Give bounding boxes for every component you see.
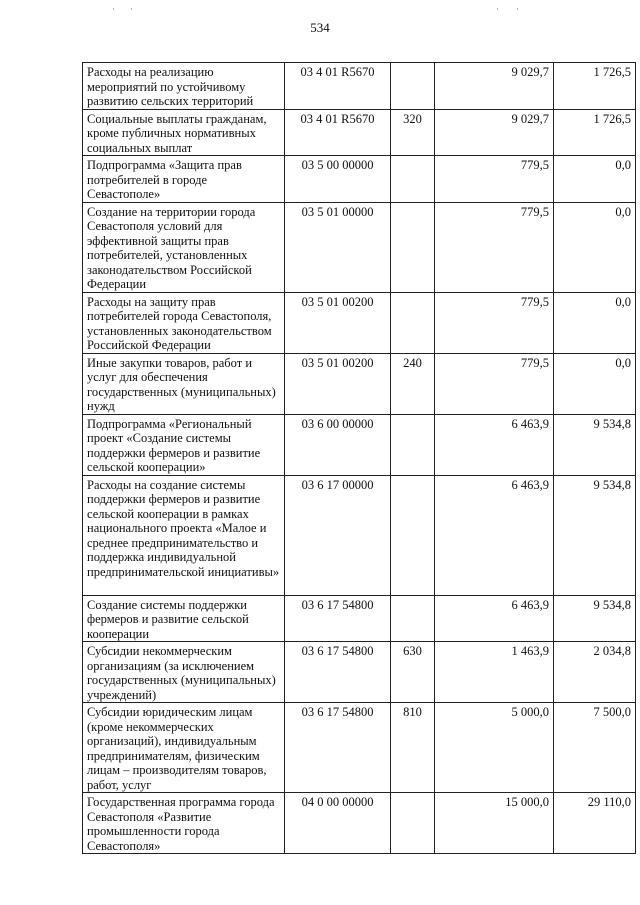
row-value-1: 6 463,9: [435, 414, 554, 475]
row-value-2: 9 534,8: [554, 595, 636, 642]
row-value-2: 0,0: [554, 202, 636, 292]
row-name: Подпрограмма «Защита прав потребителей в городе Севастополе»: [83, 156, 285, 203]
row-code: 03 6 17 54800: [285, 703, 391, 793]
row-code: 03 4 01 R5670: [285, 109, 391, 156]
scan-mark: ·: [496, 4, 499, 14]
scan-mark: ·: [516, 4, 519, 14]
row-name: Субсидии некоммерческим организациям (за исключением государственных (муниципальных) учреждений): [83, 642, 285, 703]
row-name: Создание на территории города Севастополя условий для эффективной защиты прав потребителей, установленных законодательством Российской Федерации: [83, 202, 285, 292]
row-code: 03 6 17 54800: [285, 642, 391, 703]
table-row: [83, 475, 636, 595]
row-value-1: 6 463,9: [435, 595, 554, 642]
table-row: [83, 156, 636, 203]
row-value-1: 6 463,9: [435, 475, 554, 595]
row-code: 03 5 01 00200: [285, 353, 391, 414]
row-name: Создание системы поддержки фермеров и развитие сельской кооперации: [83, 595, 285, 642]
row-code: 03 6 17 00000: [285, 475, 391, 595]
table-row: [83, 202, 636, 292]
table-row: [83, 595, 636, 642]
table-row: [83, 703, 636, 793]
row-type: 630: [391, 642, 435, 703]
row-name: Расходы на создание системы поддержки фермеров и развитие сельской кооперации в рамках национального проекта «Малое и среднее предпринимательство и поддержка индивидуальной предпринимательской инициативы»: [83, 475, 285, 595]
row-value-1: 9 029,7: [435, 63, 554, 110]
table-row: [83, 414, 636, 475]
row-value-2: 9 534,8: [554, 414, 636, 475]
row-code: 03 5 01 00000: [285, 202, 391, 292]
row-type: [391, 595, 435, 642]
row-code: 03 4 01 R5670: [285, 63, 391, 110]
row-name: Расходы на защиту прав потребителей города Севастополя, установленных законодательством Российской Федерации: [83, 292, 285, 353]
row-code: 03 5 01 00200: [285, 292, 391, 353]
table-row: [83, 642, 636, 703]
scan-mark: ·: [112, 4, 115, 14]
row-type: 240: [391, 353, 435, 414]
row-value-1: 779,5: [435, 156, 554, 203]
row-type: 810: [391, 703, 435, 793]
scan-mark: ·: [130, 4, 133, 14]
row-code: 03 6 00 00000: [285, 414, 391, 475]
row-name: Расходы на реализацию мероприятий по устойчивому развитию сельских территорий: [83, 63, 285, 110]
row-name: Подпрограмма «Региональный проект «Создание системы поддержки фермеров и развитие сельской кооперации»: [83, 414, 285, 475]
row-value-1: 779,5: [435, 353, 554, 414]
row-value-1: 1 463,9: [435, 642, 554, 703]
table-row: [83, 793, 636, 854]
row-value-1: 5 000,0: [435, 703, 554, 793]
row-value-2: 0,0: [554, 292, 636, 353]
row-value-2: 1 726,5: [554, 63, 636, 110]
row-code: 03 5 00 00000: [285, 156, 391, 203]
row-value-2: 0,0: [554, 156, 636, 203]
row-value-1: 779,5: [435, 292, 554, 353]
budget-table: [82, 62, 636, 854]
table-row: [83, 353, 636, 414]
row-value-1: 779,5: [435, 202, 554, 292]
row-type: 320: [391, 109, 435, 156]
row-value-2: 2 034,8: [554, 642, 636, 703]
row-type: [391, 202, 435, 292]
row-value-2: 9 534,8: [554, 475, 636, 595]
row-value-2: 29 110,0: [554, 793, 636, 854]
row-type: [391, 793, 435, 854]
row-name: Социальные выплаты гражданам, кроме публичных нормативных социальных выплат: [83, 109, 285, 156]
page-number: 534: [310, 20, 330, 35]
row-value-1: 15 000,0: [435, 793, 554, 854]
row-name: Иные закупки товаров, работ и услуг для обеспечения государственных (муниципальных) нужд: [83, 353, 285, 414]
row-type: [391, 63, 435, 110]
row-name: Государственная программа города Севастополя «Развитие промышленности города Севастополя»: [83, 793, 285, 854]
row-type: [391, 292, 435, 353]
row-value-2: 7 500,0: [554, 703, 636, 793]
row-name: Субсидии юридическим лицам (кроме некоммерческих организаций), индивидуальным предпринимателям, физическим лицам – производителям товаров, работ, услуг: [83, 703, 285, 793]
table-row: [83, 109, 636, 156]
row-value-2: 1 726,5: [554, 109, 636, 156]
row-type: [391, 414, 435, 475]
row-code: 04 0 00 00000: [285, 793, 391, 854]
table-row: [83, 63, 636, 110]
row-code: 03 6 17 54800: [285, 595, 391, 642]
row-type: [391, 156, 435, 203]
table-row: [83, 292, 636, 353]
row-value-2: 0,0: [554, 353, 636, 414]
row-type: [391, 475, 435, 595]
row-value-1: 9 029,7: [435, 109, 554, 156]
